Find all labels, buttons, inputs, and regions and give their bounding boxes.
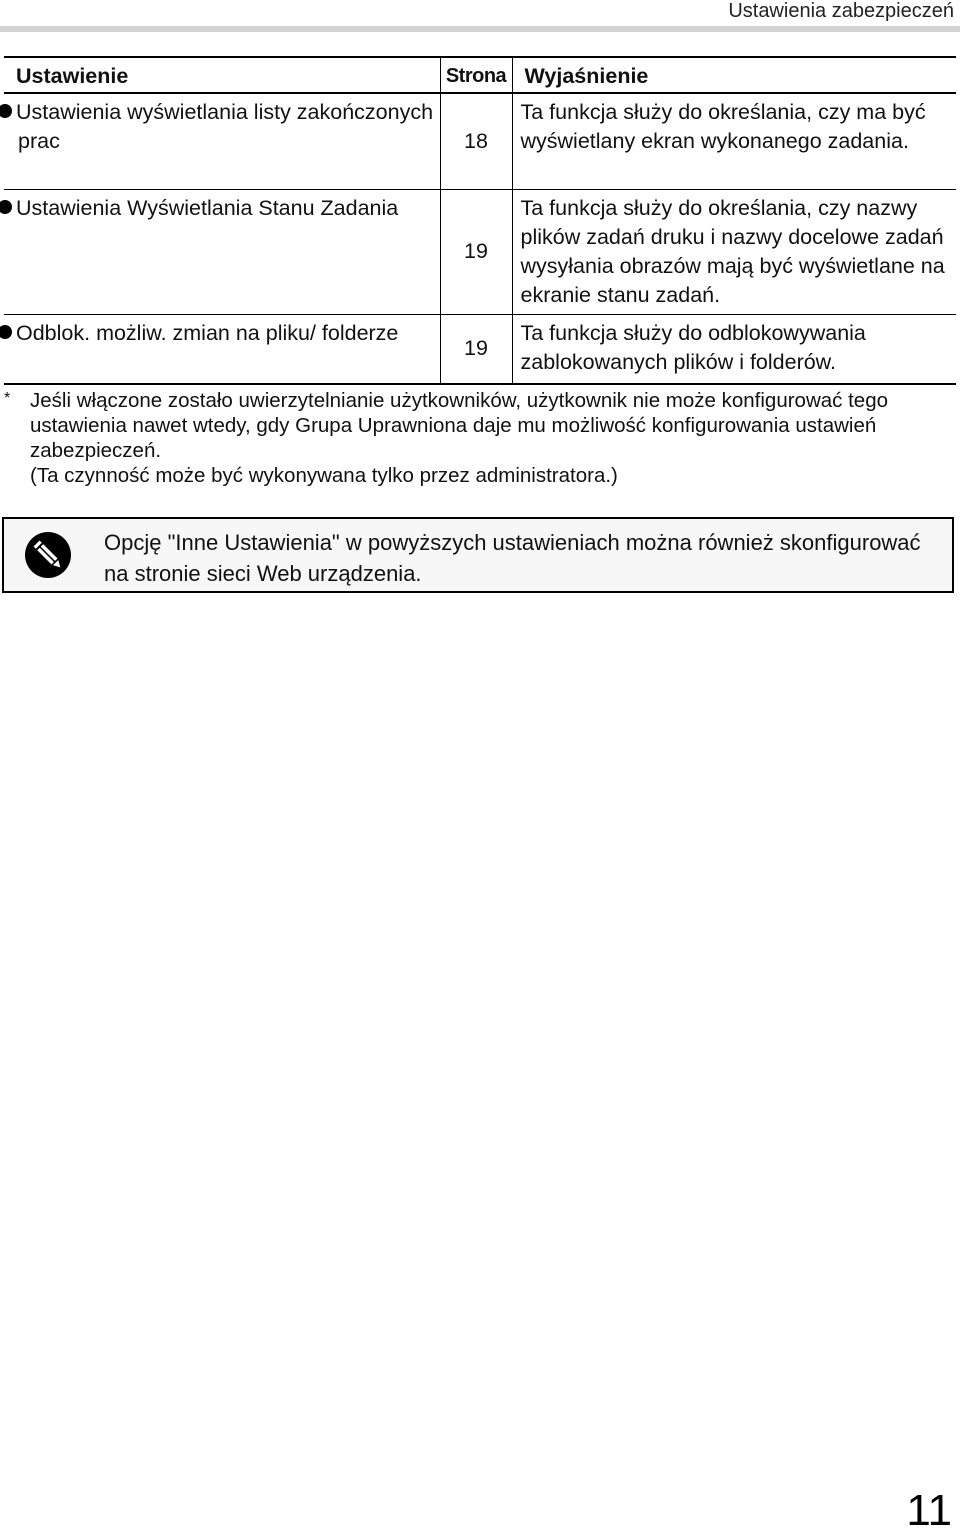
table-header-row: [4, 57, 956, 93]
table-row: [4, 314, 956, 384]
setting-cell: [4, 189, 440, 314]
table-row: [4, 93, 956, 189]
settings-table: [4, 56, 956, 385]
page-number-cell: 19: [440, 189, 512, 314]
explanation-cell: Ta funkcja służy do określania, czy ma być wyświetlany ekran wykonanego zadania.: [512, 93, 956, 189]
column-header-setting: Ustawienie: [4, 57, 440, 93]
footnote: [0, 388, 950, 488]
page-number: 11: [906, 1486, 952, 1535]
section-title: Ustawienia zabezpieczeń: [728, 0, 954, 22]
bullet-icon: [0, 325, 12, 339]
footnote-text: Jeśli włączone zostało uwierzytelnianie użytkowników, użytkownik nie może konfigurować tego ustawienia nawet wtedy, gdy Grupa Uprawniona daje mu możliwość konfigurowania ustawień zabezpieczeń.: [30, 389, 888, 462]
note-box: [2, 517, 954, 593]
page-number-cell: 18: [440, 93, 512, 189]
bullet-icon: [0, 200, 12, 214]
pencil-note-icon: [24, 531, 72, 579]
column-header-explanation: Wyjaśnienie: [512, 57, 956, 93]
setting-name: Odblok. możliw. zmian na pliku/ folderze: [16, 320, 399, 345]
setting-name: Ustawienia wyświetlania listy zakończonych prac: [16, 100, 434, 153]
header-rule: [0, 26, 960, 32]
explanation-cell: Ta funkcja służy do określania, czy nazwy plików zadań druku i nazwy docelowe zadań wysyłania obrazów mają być wyświetlane na ekranie stanu zadań.: [512, 189, 956, 314]
footnote-admin-text: (Ta czynność może być wykonywana tylko przez administratora.): [30, 464, 618, 487]
note-text: Opcję "Inne Ustawienia" w powyższych ustawieniach można również skonfigurować na stronie sieci Web urządzenia.: [104, 530, 921, 586]
setting-name: Ustawienia Wyświetlania Stanu Zadania: [16, 195, 399, 220]
footnote-marker: *: [4, 390, 11, 407]
page-number-cell: 19: [440, 314, 512, 384]
setting-cell: [4, 314, 440, 384]
setting-cell: [4, 93, 440, 189]
column-header-page: Strona: [440, 57, 512, 93]
table-row: [4, 189, 956, 314]
explanation-cell: Ta funkcja służy do odblokowywania zablokowanych plików i folderów.: [512, 314, 956, 384]
bullet-icon: [0, 104, 12, 118]
